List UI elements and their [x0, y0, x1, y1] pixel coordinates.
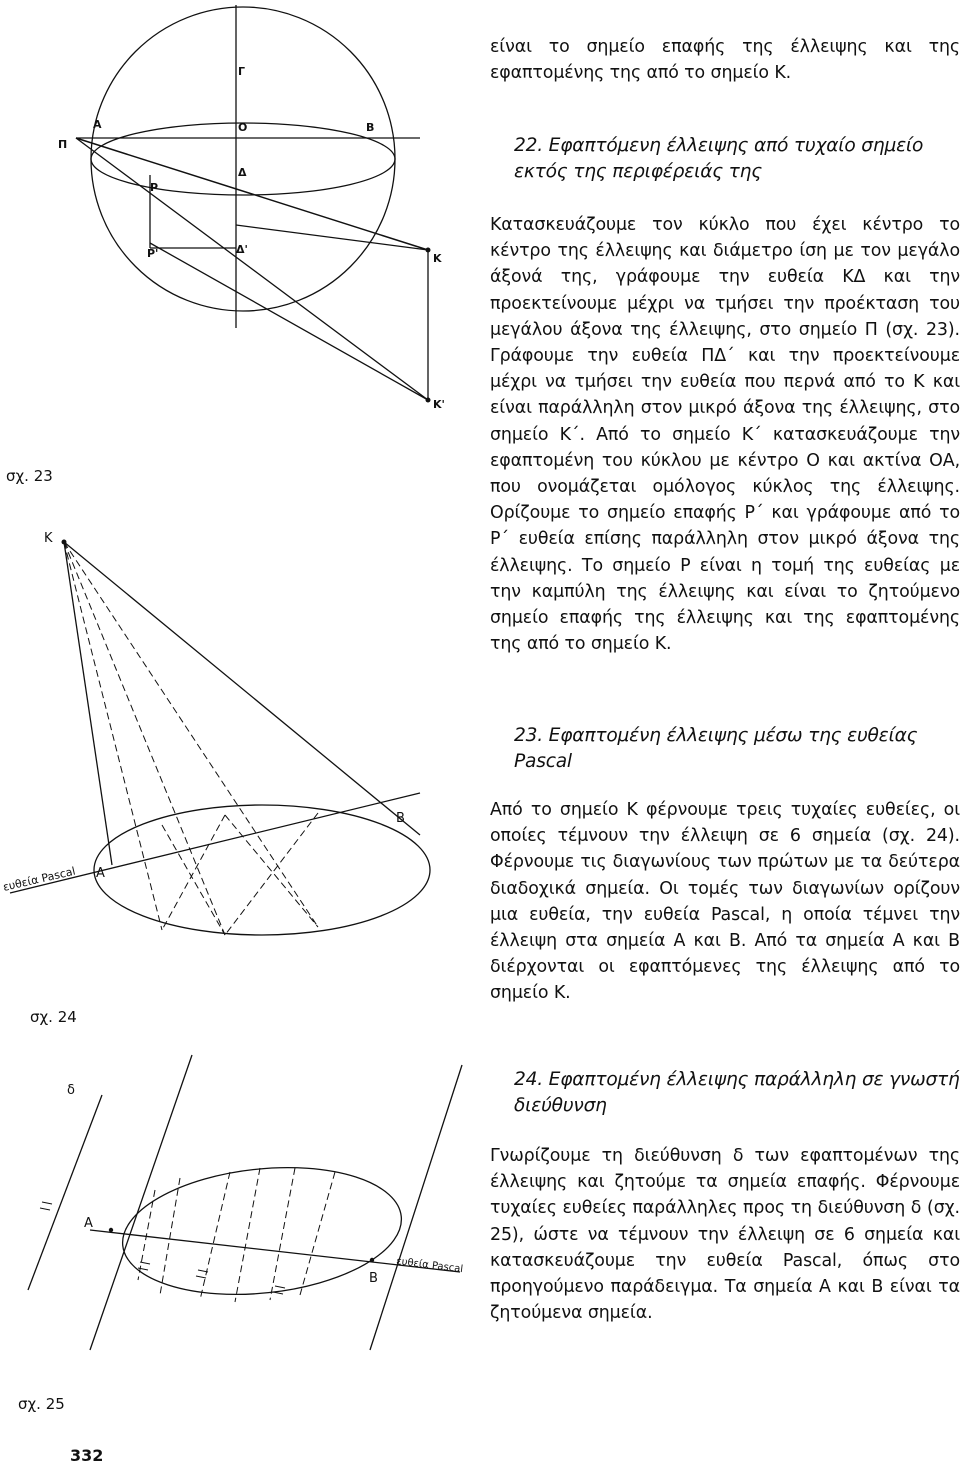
label-R2: Ρ': [147, 247, 159, 260]
label-P: Π: [58, 138, 68, 151]
label-A: Α: [96, 866, 105, 881]
tangent-KB: [64, 542, 420, 835]
section-24-body: Γνωρίζουμε τη διεύθυνση δ των εφαπτομένων της έλλειψης και ζητούμε τα σημεία επαφής. Φέρνουμε τυχαίες ευθείες παράλληλες προς τη διεύθυνση δ (σχ. 25), ώστε να τέμνουν την έλλειψη σε 6 σημεία και κατασκευάζουμε την ευθεία Pascal, όπως στο προηγούμενο παράδειγμα. Τα σημεία Α και Β είναι τα ζητούμενα σημεία.: [490, 1146, 960, 1324]
figure-23: [0, 0, 480, 500]
pascal-label: ευθεία Pascal: [1, 864, 77, 894]
label-B: Β: [366, 121, 375, 134]
label-O: Ο: [238, 121, 248, 134]
label-B: Β: [369, 1271, 378, 1286]
section-23-body: Από το σημείο Κ φέρνουμε τρεις τυχαίες ευθείες, οι οποίες τέμνουν την έλλειψη σε 6 σημεία (σχ. 24). Φέρνουμε τις διαγωνίους των πρώτων με τα δεύτερα διαδοχικά σημεία. Οι τομές των διαγωνίων ορίζουν μια ευθεία, την ευθεία Pascal, η οποία τέμνει την έλλειψη στα σημεία Α και Β. Από τα σημεία Α και Β διέρχονται οι εφαπτόμενες της έλλειψης από το σημείο Κ.: [490, 800, 960, 1004]
label-d: δ: [67, 1083, 75, 1098]
section-24-heading: 24. Εφαπτομένη έλλειψης παράλληλη σε γνωστή διεύθυνση: [514, 1069, 960, 1116]
continuation-paragraph: είναι το σημείο επαφής της έλλειψης και της εφαπτομένης της από το σημείο Κ.: [490, 37, 960, 84]
ellipse-24: [94, 805, 430, 935]
homologous-circle: [91, 7, 395, 311]
pascal-label: ευθεία Pascal: [395, 1256, 464, 1276]
label-D: Δ: [238, 166, 247, 179]
label-K: Κ: [44, 531, 53, 546]
tangent-B: [370, 1065, 462, 1350]
ellipse-25: [116, 1155, 407, 1308]
caption-fig24: σχ. 24: [30, 1008, 77, 1026]
label-D2: Δ': [236, 243, 248, 256]
section-23-heading: 23. Εφαπτομένη έλλειψης μέσω της ευθείας Pascal: [514, 725, 918, 772]
page-number: 332: [70, 1446, 104, 1465]
label-A: Α: [93, 118, 102, 131]
tangent-K2: [150, 243, 428, 400]
section-22-heading: 22. Εφαπτόμενη έλλειψης από τυχαίο σημείο εκτός της περιφέρειάς της: [514, 135, 924, 182]
label-K2: Κ': [433, 398, 445, 411]
label-R: Ρ: [150, 181, 159, 194]
label-B: Β: [396, 811, 405, 826]
caption-fig25: σχ. 25: [18, 1395, 65, 1413]
line-D-K: [236, 225, 428, 250]
line-KD: [76, 138, 428, 250]
direction-d: [28, 1095, 102, 1290]
caption-fig23: σχ. 23: [6, 467, 53, 485]
figure-24: [0, 525, 480, 945]
figure-25: [0, 1050, 480, 1380]
label-K: Κ: [433, 252, 442, 265]
label-G: Γ: [238, 65, 246, 78]
label-A: Α: [84, 1216, 93, 1231]
section-22-body: Κατασκευάζουμε τον κύκλο που έχει κέντρο το κέντρο της έλλειψης και διάμετρο ίση με τον μεγάλο άξονά της, γράφουμε την ευθεία ΚΔ και την προεκτείνουμε μέχρι να τμήσει την προέκταση του μεγάλου άξονα της έλλειψης, στο σημείο Π (σχ. 23). Γράφουμε την ευθεία ΠΔ΄ και την προεκτείνουμε μέχρι να τμήσει την ευθεία που περνά από το Κ και είναι παράλληλη στον μικρό άξονα της έλλειψης, στο σημείο Κ΄. Από το σημείο Κ΄ κατασκευάζουμε την εφαπτομένη του κύκλου με κέντρο Ο και ακτίνα ΟΑ, που ονομάζεται ομόλογος κύκλος της έλλειψης. Ορίζουμε το σημείο επαφής Ρ΄ και γράφουμε από το Ρ΄ ευθεία επίσης παράλληλη στον μικρό άξονα της έλλειψης. Το σημείο Ρ είναι η τομή της ευθείας με την καμπύλη της έλλειψης και είναι το ζητούμενο σημείο επαφής της έλλειψης και της εφαπτομένης της από το σημείο Κ.: [490, 215, 960, 655]
tangent-A: [90, 1055, 192, 1350]
